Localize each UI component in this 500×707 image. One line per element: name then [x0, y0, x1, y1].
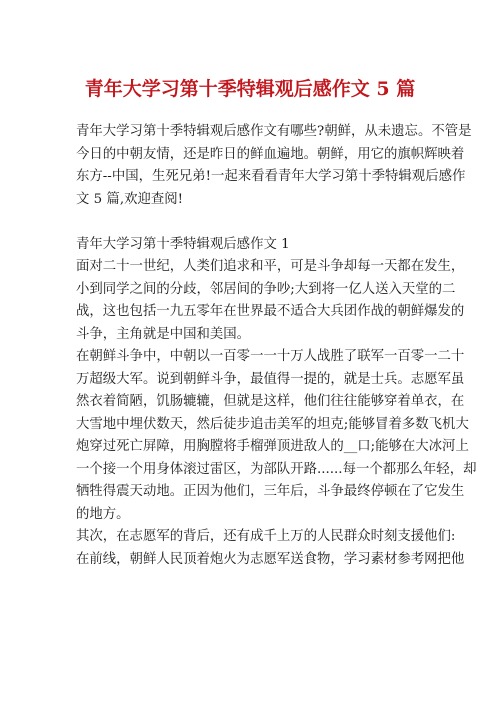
- body-line: 斗争，主角就是中国和美国。: [76, 326, 251, 342]
- intro-line: 文 5 篇,欢迎查阅!: [76, 191, 184, 207]
- section-heading: 青年大学习第十季特辑观后感作文 1: [76, 236, 290, 252]
- body-line: 面对二十一世纪，人类们追求和平，可是斗争却每一天都在发生，: [76, 259, 465, 274]
- intro-line: 东方--中国，生死兄弟!一起来看看青年大学习第十季特辑观后感作: [76, 169, 466, 184]
- intro-line: 今日的中朝友情，还是昨日的鲜血遍地。朝鲜，用它的旗帜辉映着: [76, 146, 465, 162]
- body-line: 牺牲得震天动地。正因为他们，三年后，斗争最终停顿在了它发生: [76, 484, 465, 499]
- body-line: 炮穿过死亡屏障，用胸膛将手榴弹顶进敌人的__口;能够在大冰河上: [76, 439, 469, 454]
- body-line: 其次，在志愿军的背后，还有成千上万的人民群众时刻支援他们:: [76, 529, 456, 544]
- document-title: 青年大学习第十季特辑观后感作文 5 篇: [84, 78, 416, 100]
- body-line: 大雪地中埋伏数天，然后徒步追击美军的坦克;能够冒着多数飞机大: [76, 416, 469, 432]
- paragraph-gap: [76, 211, 428, 234]
- body-line: 的地方。: [76, 506, 130, 522]
- intro-line: 青年大学习第十季特辑观后感作文有哪些?朝鲜，从未遗忘。不管是: [76, 124, 472, 139]
- body-line: 在朝鲜斗争中，中朝以一百零一一十万人战胜了联军一百零一二十: [76, 349, 465, 364]
- body-line: 一个接一个用身体滚过雷区，为部队开路......每一个都那么年轻，却: [76, 461, 477, 477]
- document-body: [76, 121, 477, 571]
- body-line: 然衣着简陋，饥肠辘辘，但就是这样，他们往往能够穿着单衣，在: [76, 394, 465, 409]
- body-line: 万超级大军。说到朝鲜斗争，最值得一提的，就是士兵。志愿军虽: [76, 371, 465, 387]
- body-line: 战，这也包括一九五零年在世界最不适合大兵团作战的朝鲜爆发的: [76, 304, 465, 319]
- body-line: 在前线，朝鲜人民顶着炮火为志愿军送食物，学习素材参考网把他: [76, 551, 465, 567]
- body-line: 小到同学之间的分歧，邻居间的争吵;大到将一亿人送入天堂的二: [76, 281, 456, 297]
